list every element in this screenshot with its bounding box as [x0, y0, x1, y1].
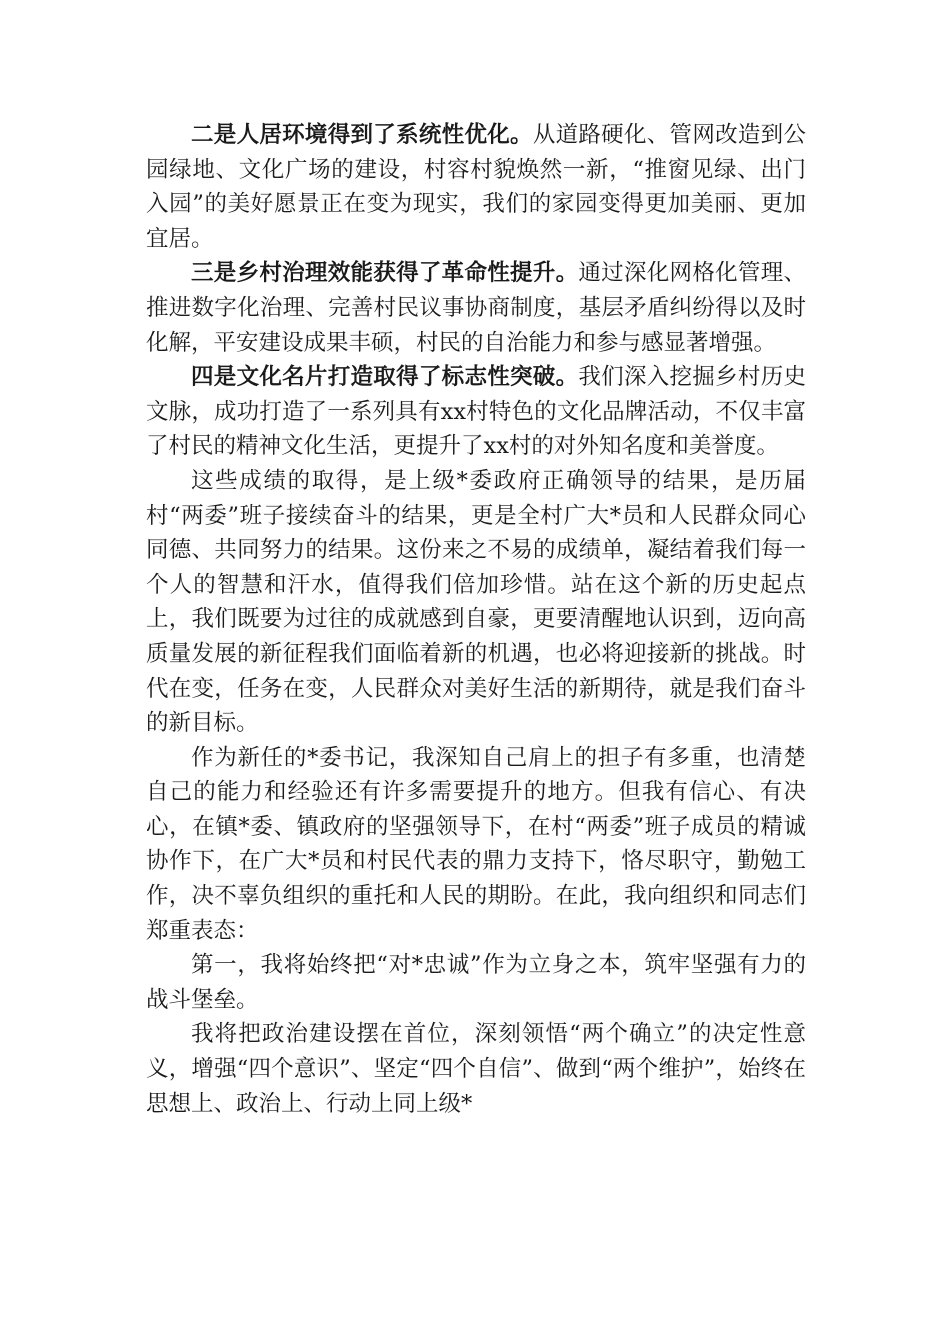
- paragraph-heading: 三是乡村治理效能获得了革命性提升。: [191, 260, 579, 287]
- paragraph-pledge-first: [146, 948, 806, 1017]
- paragraph-heading: 四是文化名片打造取得了标志性突破。: [191, 364, 579, 391]
- paragraph-text: 这些成绩的取得，是上级*委政府正确领导的结果，是历届村“两委”班子接续奋斗的结果，更是全村广大*员和人民群众同心同德、共同努力的结果。这份来之不易的成绩单，凝结着我们每一个人的智慧和汗水，值得我们倍加珍惜。站在这个新的历史起点上，我们既要为过往的成就感到自豪，更要清醒地认识到，迈向高质量发展的新征程我们面临着新的机遇，也必将迎接新的挑战。时代在变，任务在变，人民群众对美好生活的新期待，就是我们奋斗的新目标。: [146, 467, 806, 737]
- paragraph-achievements: [146, 464, 806, 741]
- document-body: [146, 118, 806, 1121]
- paragraph-text: 我们深入挖掘乡村历史文脉，成功打造了一系列具有xx村特色的文化品牌活动，不仅丰富了村民的精神文化生活，更提升了xx村的对外知名度和美誉度。: [146, 364, 806, 460]
- paragraph-new-secretary: [146, 741, 806, 949]
- paragraph-text: 作为新任的*委书记，我深知自己肩上的担子有多重，也清楚自己的能力和经验还有许多需要提升的地方。但我有信心、有决心，在镇*委、镇政府的坚强领导下，在村“两委”班子成员的精诚协作下，在广大*员和村民代表的鼎力支持下，恪尽职守，勤勉工作，决不辜负组织的重托和人民的期盼。在此，我向组织和同志们郑重表态：: [146, 744, 806, 944]
- paragraph-text: 第一，我将始终把“对*忠诚”作为立身之本，筑牢坚强有力的战斗堡垒。: [146, 952, 806, 1013]
- paragraph-text: 从道路硬化、管网改造到公园绿地、文化广场的建设，村容村貌焕然一新，“推窗见绿、出门入园”的美好愿景正在变为现实，我们的家园变得更加美丽、更加宜居。: [146, 122, 806, 252]
- paragraph-text: 我将把政治建设摆在首位，深刻领悟“两个确立”的决定性意义，增强“四个意识”、坚定“四个自信”、做到“两个维护”，始终在思想上、政治上、行动上同上级*: [146, 1021, 806, 1117]
- paragraph-text: 通过深化网格化管理、推进数字化治理、完善村民议事协商制度，基层矛盾纠纷得以及时化解，平安建设成果丰硕，村民的自治能力和参与感显著增强。: [146, 260, 806, 356]
- paragraph-political-building: [146, 1017, 806, 1121]
- paragraph-living-environment: [146, 118, 806, 256]
- paragraph-heading: 二是人居环境得到了系统性优化。: [191, 122, 533, 148]
- paragraph-cultural-brand: [146, 360, 806, 464]
- paragraph-rural-governance: [146, 256, 806, 360]
